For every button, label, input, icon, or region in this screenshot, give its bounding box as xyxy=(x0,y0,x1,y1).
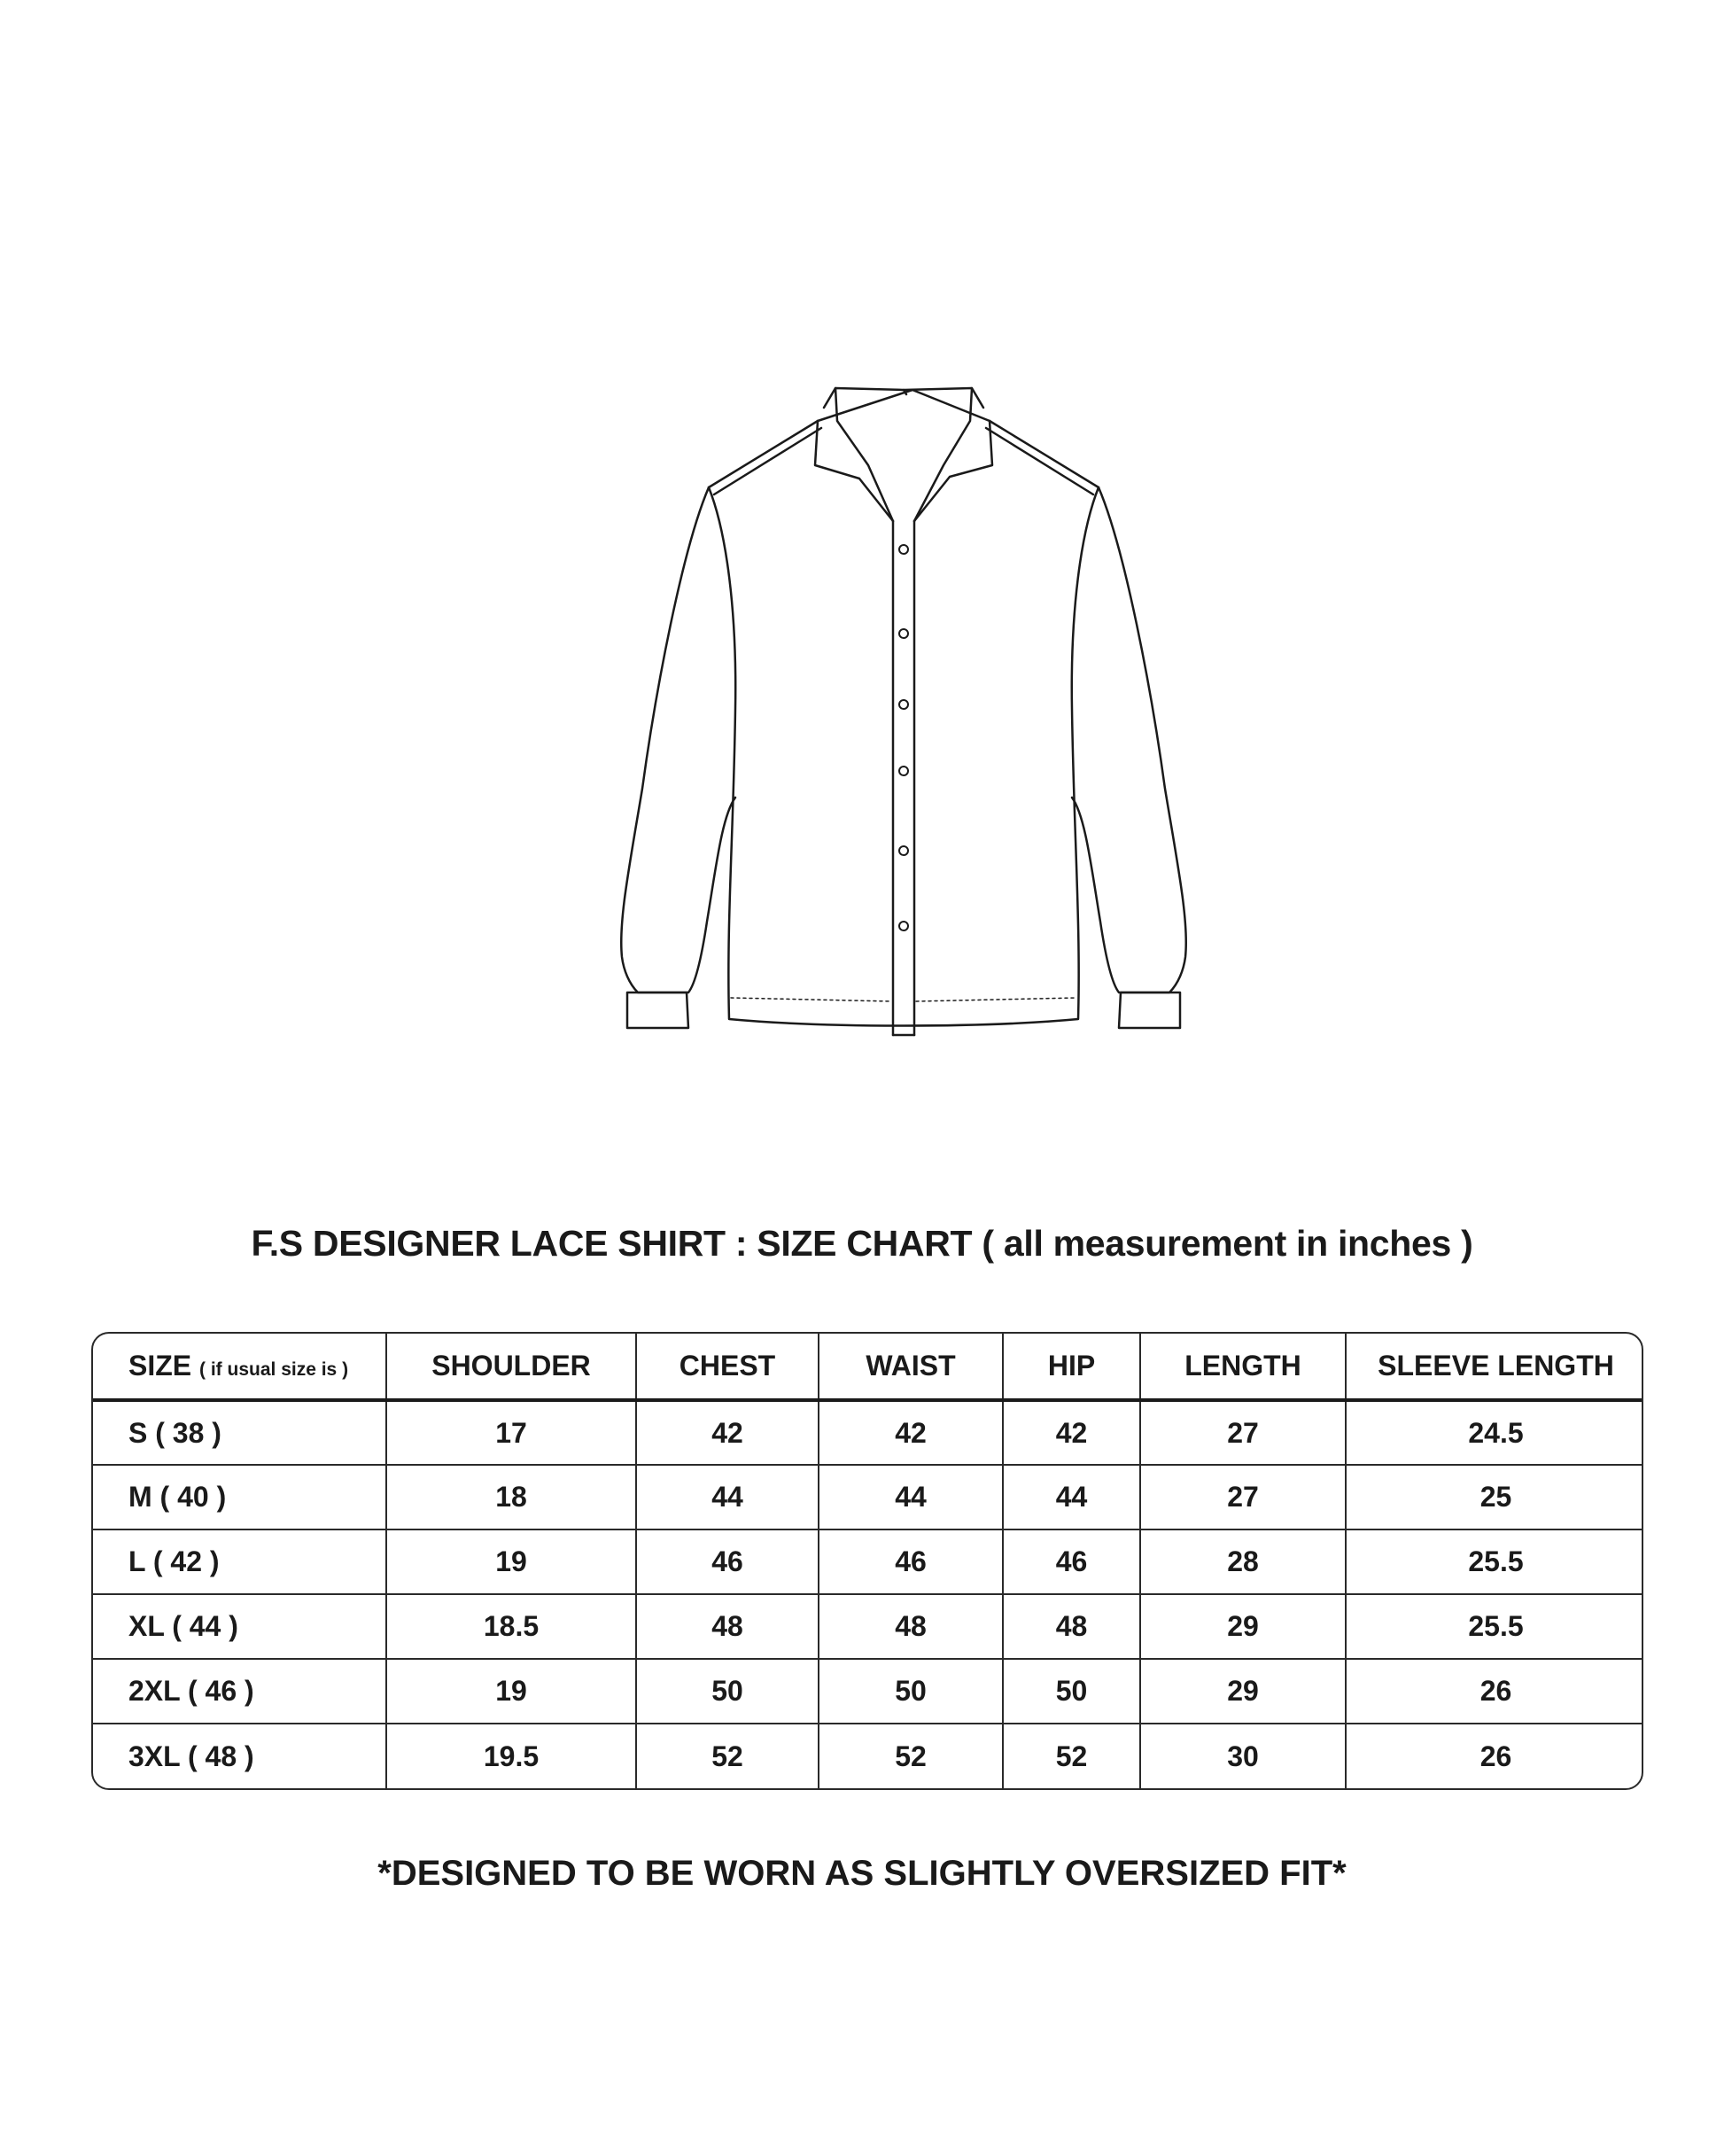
sleeve-length-cell: 25.5 xyxy=(1346,1529,1643,1594)
hip-cell: 42 xyxy=(1003,1400,1140,1465)
shoulder-cell: 19 xyxy=(386,1529,636,1594)
column-header-shoulder: SHOULDER xyxy=(386,1334,636,1400)
chest-cell: 42 xyxy=(636,1400,819,1465)
table-row xyxy=(93,1400,1643,1465)
size-cell: S ( 38 ) xyxy=(93,1400,386,1465)
size-cell: L ( 42 ) xyxy=(93,1529,386,1594)
length-cell: 27 xyxy=(1140,1400,1346,1465)
length-cell: 28 xyxy=(1140,1529,1346,1594)
shirt-illustration xyxy=(602,372,1205,1063)
hip-cell: 46 xyxy=(1003,1529,1140,1594)
waist-cell: 44 xyxy=(819,1465,1003,1529)
hip-cell: 52 xyxy=(1003,1724,1140,1788)
waist-cell: 52 xyxy=(819,1724,1003,1788)
table-row xyxy=(93,1594,1643,1659)
size-cell: XL ( 44 ) xyxy=(93,1594,386,1659)
waist-cell: 46 xyxy=(819,1529,1003,1594)
sleeve-length-cell: 24.5 xyxy=(1346,1400,1643,1465)
table-row xyxy=(93,1465,1643,1529)
chest-cell: 50 xyxy=(636,1659,819,1724)
shoulder-cell: 19 xyxy=(386,1659,636,1724)
waist-cell: 48 xyxy=(819,1594,1003,1659)
sleeve-length-cell: 25.5 xyxy=(1346,1594,1643,1659)
length-cell: 30 xyxy=(1140,1724,1346,1788)
hip-cell: 44 xyxy=(1003,1465,1140,1529)
size-chart-table xyxy=(93,1334,1643,1788)
column-header-chest: CHEST xyxy=(636,1334,819,1400)
size-cell: 2XL ( 46 ) xyxy=(93,1659,386,1724)
size-cell: M ( 40 ) xyxy=(93,1465,386,1529)
chart-title-main: F.S DESIGNER LACE SHIRT : SIZE CHART xyxy=(251,1223,973,1264)
sleeve-length-cell: 25 xyxy=(1346,1465,1643,1529)
length-cell: 29 xyxy=(1140,1659,1346,1724)
size-cell: 3XL ( 48 ) xyxy=(93,1724,386,1788)
waist-cell: 50 xyxy=(819,1659,1003,1724)
column-header-hip: HIP xyxy=(1003,1334,1140,1400)
hip-cell: 50 xyxy=(1003,1659,1140,1724)
shoulder-cell: 18 xyxy=(386,1465,636,1529)
waist-cell: 42 xyxy=(819,1400,1003,1465)
size-header-label: SIZE xyxy=(128,1350,192,1382)
sleeve-length-cell: 26 xyxy=(1346,1659,1643,1724)
shoulder-cell: 19.5 xyxy=(386,1724,636,1788)
hip-cell: 48 xyxy=(1003,1594,1140,1659)
table-row xyxy=(93,1529,1643,1594)
length-cell: 29 xyxy=(1140,1594,1346,1659)
chart-title xyxy=(0,1223,1724,1265)
size-chart-table-container xyxy=(91,1332,1643,1790)
shoulder-cell: 18.5 xyxy=(386,1594,636,1659)
column-header-waist: WAIST xyxy=(819,1334,1003,1400)
size-header-note: ( if usual size is ) xyxy=(199,1359,349,1380)
shoulder-cell: 17 xyxy=(386,1400,636,1465)
column-header-sleeve-length: SLEEVE LENGTH xyxy=(1346,1334,1643,1400)
chest-cell: 52 xyxy=(636,1724,819,1788)
table-row xyxy=(93,1724,1643,1788)
sleeve-length-cell: 26 xyxy=(1479,1740,1512,1772)
chart-title-unit: ( all measurement in inches ) xyxy=(982,1223,1473,1264)
fit-note: *DESIGNED TO BE WORN AS SLIGHTLY OVERSIZED FIT* xyxy=(377,1854,1347,1893)
table-row xyxy=(93,1659,1643,1724)
chest-cell: 44 xyxy=(636,1465,819,1529)
column-header-length: LENGTH xyxy=(1140,1334,1346,1400)
table-header-row xyxy=(93,1334,1643,1400)
size-column-header xyxy=(93,1334,386,1400)
chest-cell: 46 xyxy=(636,1529,819,1594)
length-cell: 27 xyxy=(1140,1465,1346,1529)
chest-cell: 48 xyxy=(636,1594,819,1659)
